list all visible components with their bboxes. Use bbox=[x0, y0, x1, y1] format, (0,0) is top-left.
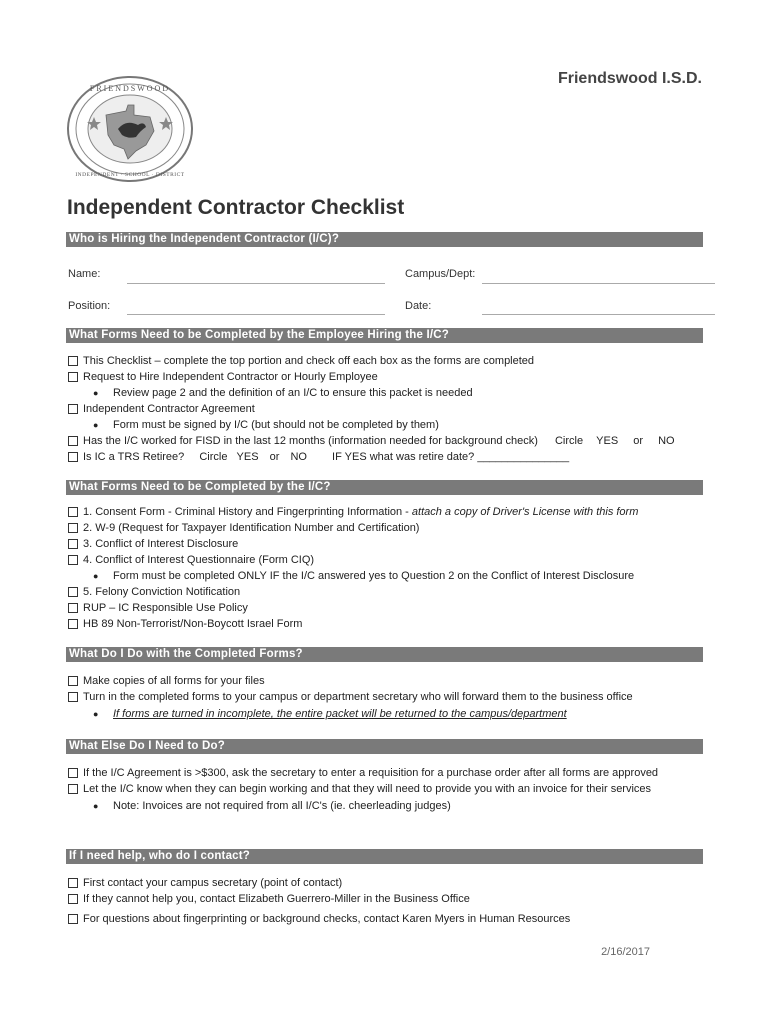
list-item: ● Form must be signed by I/C (but should not be completed by them) bbox=[93, 419, 439, 431]
list-item: RUP – IC Responsible Use Policy bbox=[68, 601, 248, 615]
name-label: Name: bbox=[68, 268, 101, 280]
list-item: If the I/C Agreement is >$300, ask the secretary to enter a requisition for a purchase order after all forms are approved bbox=[68, 766, 658, 780]
position-label: Position: bbox=[68, 300, 111, 312]
campus-label: Campus/Dept: bbox=[405, 268, 476, 280]
checkbox[interactable] bbox=[68, 555, 78, 565]
no-option[interactable]: NO bbox=[658, 435, 675, 447]
list-item: ● Note: Invoices are not required from all I/C's (ie. cheerleading judges) bbox=[93, 800, 451, 812]
svg-text:INDEPENDENT · SCHOOL · DISTRIC: INDEPENDENT · SCHOOL · DISTRICT bbox=[75, 172, 185, 178]
bullet-icon: ● bbox=[93, 709, 99, 719]
name-field[interactable] bbox=[127, 283, 385, 284]
date-label: Date: bbox=[405, 300, 432, 312]
position-field[interactable] bbox=[127, 314, 385, 315]
svg-text:FRIENDSWOOD: FRIENDSWOOD bbox=[89, 84, 171, 93]
list-item: ● If forms are turned in incomplete, the entire packet will be returned to the campus/department bbox=[93, 708, 567, 720]
list-item: Has the I/C worked for FISD in the last 12 months (information needed for background check) Circle YES or NO bbox=[68, 434, 675, 448]
checkbox[interactable] bbox=[68, 619, 78, 629]
list-item: Is IC a TRS Retiree? Circle YES or NO IF YES what was retire date? _______________ bbox=[68, 450, 569, 464]
checkbox[interactable] bbox=[68, 587, 78, 597]
no-option[interactable]: NO bbox=[290, 451, 307, 463]
list-item: Turn in the completed forms to your campus or department secretary who will forward them to the business office bbox=[68, 690, 633, 704]
checkbox[interactable] bbox=[68, 878, 78, 888]
district-name: Friendswood I.S.D. bbox=[557, 70, 702, 87]
list-item: 3. Conflict of Interest Disclosure bbox=[68, 537, 238, 551]
bullet-icon: ● bbox=[93, 420, 99, 430]
section-heading-employee-forms: What Forms Need to be Completed by the Employee Hiring the I/C? bbox=[66, 328, 703, 343]
list-item: For questions about fingerprinting or background checks, contact Karen Myers in Human Resources bbox=[68, 912, 570, 926]
yes-option[interactable]: YES bbox=[596, 435, 619, 447]
checkbox[interactable] bbox=[68, 404, 78, 414]
checkbox[interactable] bbox=[68, 452, 78, 462]
checkbox[interactable] bbox=[68, 539, 78, 549]
checkbox[interactable] bbox=[68, 372, 78, 382]
list-item: Let the I/C know when they can begin working and that they will need to provide you with an invoice for their services bbox=[68, 782, 651, 796]
district-seal-icon bbox=[66, 75, 194, 183]
list-item: HB 89 Non-Terrorist/Non-Boycott Israel Form bbox=[68, 617, 302, 631]
checkbox[interactable] bbox=[68, 914, 78, 924]
list-item: ● Form must be completed ONLY IF the I/C answered yes to Question 2 on the Conflict of Interest Disclosure bbox=[93, 570, 635, 582]
checkbox[interactable] bbox=[68, 436, 78, 446]
bullet-icon: ● bbox=[93, 801, 99, 811]
date-field[interactable] bbox=[482, 314, 715, 315]
list-item: First contact your campus secretary (point of contact) bbox=[68, 876, 342, 890]
list-item: 1. Consent Form - Criminal History and Fingerprinting Information - attach a copy of Driver's License with this form bbox=[68, 505, 638, 519]
checkbox[interactable] bbox=[68, 523, 78, 533]
checkbox[interactable] bbox=[68, 507, 78, 517]
checkbox[interactable] bbox=[68, 676, 78, 686]
list-item: 5. Felony Conviction Notification bbox=[68, 585, 240, 599]
checkbox[interactable] bbox=[68, 603, 78, 613]
list-item: 2. W-9 (Request for Taxpayer Identification Number and Certification) bbox=[68, 521, 419, 535]
retire-date-field[interactable]: IF YES what was retire date? _______________ bbox=[332, 451, 570, 463]
section-heading-ic-forms: What Forms Need to be Completed by the I/C? bbox=[66, 480, 703, 495]
list-item: Independent Contractor Agreement bbox=[68, 402, 255, 416]
list-item: This Checklist – complete the top portion and check off each box as the forms are completed bbox=[68, 354, 534, 368]
campus-field[interactable] bbox=[482, 283, 715, 284]
section-heading-hiring: Who is Hiring the Independent Contractor (I/C)? bbox=[66, 232, 703, 247]
checkbox[interactable] bbox=[68, 784, 78, 794]
checkbox[interactable] bbox=[68, 894, 78, 904]
list-item: Request to Hire Independent Contractor or Hourly Employee bbox=[68, 370, 378, 384]
revision-date: 2/16/2017 bbox=[601, 946, 650, 958]
list-item: ● Review page 2 and the definition of an I/C to ensure this packet is needed bbox=[93, 387, 473, 399]
yes-option[interactable]: YES bbox=[236, 451, 259, 463]
checkbox[interactable] bbox=[68, 768, 78, 778]
list-item: If they cannot help you, contact Elizabeth Guerrero-Miller in the Business Office bbox=[68, 892, 470, 906]
checkbox[interactable] bbox=[68, 356, 78, 366]
section-heading-contact: If I need help, who do I contact? bbox=[66, 849, 703, 864]
bullet-icon: ● bbox=[93, 571, 99, 581]
list-item: Make copies of all forms for your files bbox=[68, 674, 265, 688]
section-heading-completed-forms: What Do I Do with the Completed Forms? bbox=[66, 647, 703, 662]
list-item: 4. Conflict of Interest Questionnaire (Form CIQ) bbox=[68, 553, 314, 567]
checkbox[interactable] bbox=[68, 692, 78, 702]
bullet-icon: ● bbox=[93, 388, 99, 398]
page-title: Independent Contractor Checklist bbox=[67, 196, 405, 219]
section-heading-what-else: What Else Do I Need to Do? bbox=[66, 739, 703, 754]
